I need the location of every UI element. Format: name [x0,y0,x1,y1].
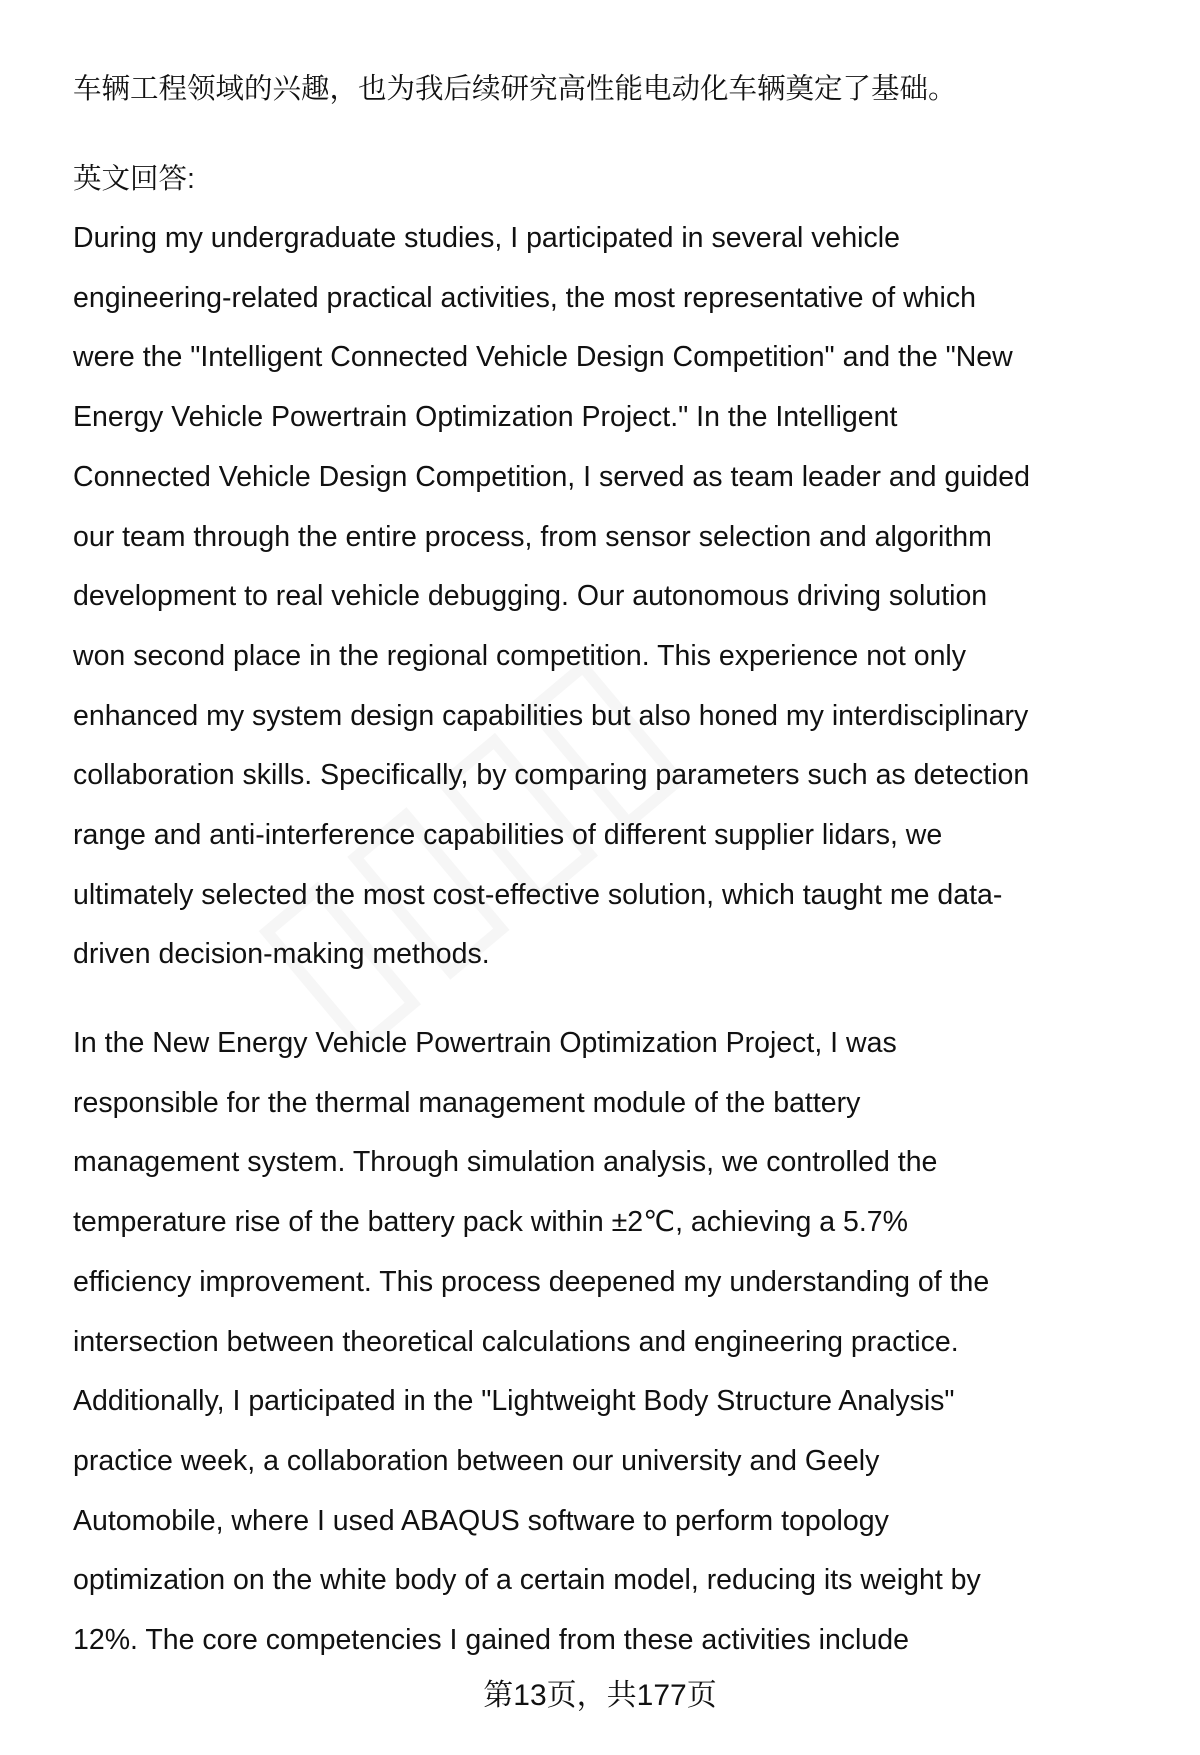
text-line: intersection between theoretical calculations and engineering practice. [73,1325,959,1358]
text-line: development to real vehicle debugging. Our autonomous driving solution [73,580,988,613]
text-line: practice week, a collaboration between our university and Geely [73,1444,880,1477]
text-line: efficiency improvement. This process deepened my understanding of the [73,1265,990,1298]
text-line: Connected Vehicle Design Competition, I served as team leader and guided [73,460,1030,493]
intro-line: 车辆工程领域的兴趣，也为我后续研究高性能电动化车辆奠定了基础。 [73,73,957,105]
text-line: optimization on the white body of a certain model, reducing its weight by [73,1564,981,1597]
text-line: driven decision-making methods. [73,938,490,971]
text-line: responsible for the thermal management module of the battery [73,1086,861,1119]
text-line: collaboration skills. Specifically, by comparing parameters such as detection [73,759,1030,792]
english-answer-heading: 英文回答: [73,163,195,195]
text-line: Automobile, where I used ABAQUS software to perform topology [73,1504,889,1537]
text-line: 12%. The core competencies I gained from these activities include [73,1624,909,1656]
text-line: were the "Intelligent Connected Vehicle Design Competition" and the "New [73,341,1013,374]
text-line: In the New Energy Vehicle Powertrain Optimization Project, I was [73,1027,897,1059]
text-line: ultimately selected the most cost-effective solution, which taught me data- [73,878,1003,911]
text-line: won second place in the regional competition. This experience not only [73,639,967,672]
text-line: range and anti-interference capabilities of different supplier lidars, we [73,819,943,851]
text-line: enhanced my system design capabilities but also honed my interdisciplinary [73,699,1029,732]
text-line: management system. Through simulation analysis, we controlled the [73,1146,938,1179]
text-line: temperature rise of the battery pack within ±2℃, achieving a 5.7% [73,1206,908,1239]
text-line: During my undergraduate studies, I participated in several vehicle [73,222,900,254]
page-number: 第13页，共177页 [483,1679,717,1712]
text-line: Energy Vehicle Powertrain Optimization Project." In the Intelligent [73,401,898,434]
text-line: Additionally, I participated in the "Lightweight Body Structure Analysis" [73,1385,955,1418]
text-line: our team through the entire process, from sensor selection and algorithm [73,520,992,553]
text-line: engineering-related practical activities, the most representative of which [73,281,976,314]
